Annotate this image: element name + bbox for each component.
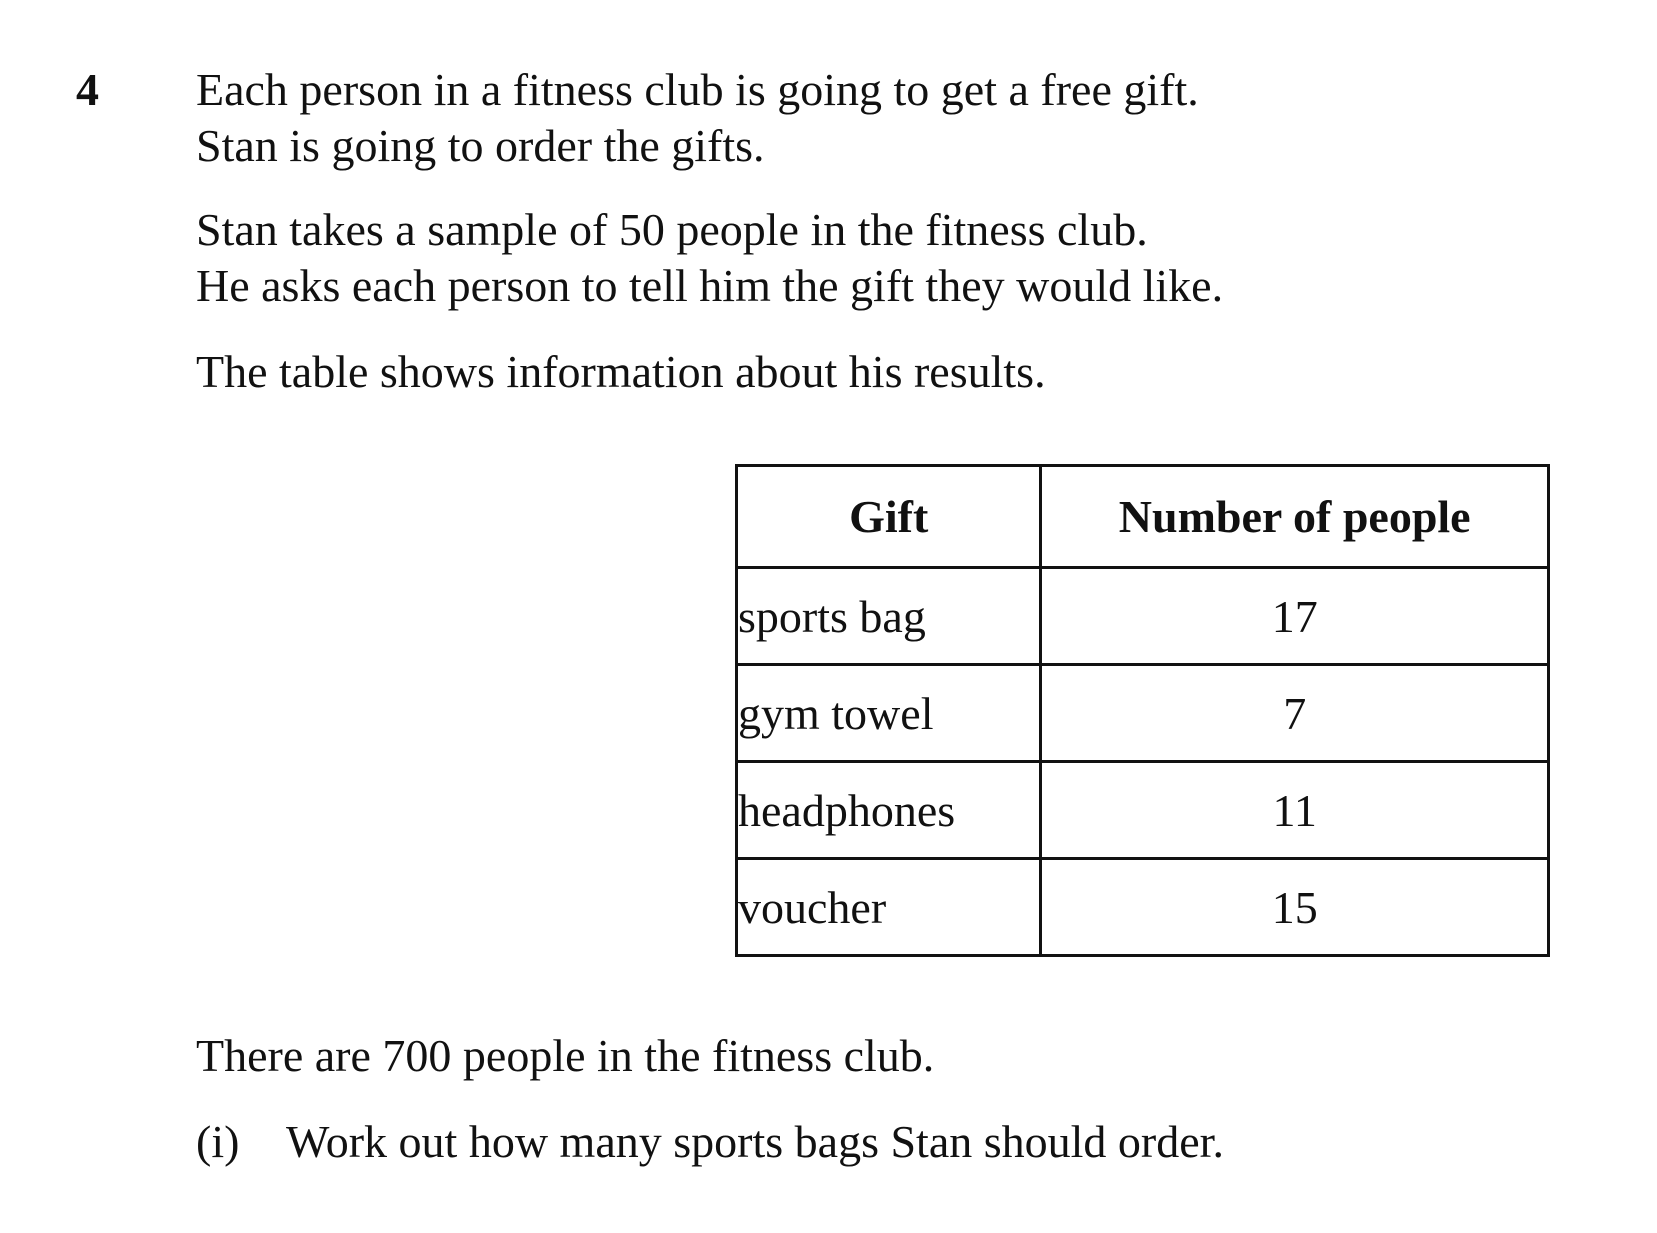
question-number: 4 <box>76 64 99 115</box>
count-cell: 17 <box>1041 568 1549 665</box>
gift-cell: gym towel <box>737 665 1041 762</box>
header-gift: Gift <box>737 466 1041 568</box>
sample-line-1: Stan takes a sample of 50 people in the fitness club. <box>196 204 1148 255</box>
gift-cell: headphones <box>737 762 1041 859</box>
header-number-of-people: Number of people <box>1041 466 1549 568</box>
table-row <box>737 859 1549 956</box>
part-i-text: Work out how many sports bags Stan should order. <box>286 1116 1224 1167</box>
intro-line-1: Each person in a fitness club is going to get a free gift. <box>196 64 1199 115</box>
total-statement: There are 700 people in the fitness club. <box>196 1030 935 1081</box>
gift-cell: voucher <box>737 859 1041 956</box>
gift-cell: sports bag <box>737 568 1041 665</box>
intro-line-2: Stan is going to order the gifts. <box>196 120 765 171</box>
table-row <box>737 568 1549 665</box>
part-i-label: (i) <box>196 1116 240 1167</box>
table-row <box>737 665 1549 762</box>
table-intro: The table shows information about his results. <box>196 346 1046 397</box>
count-cell: 11 <box>1041 762 1549 859</box>
table-row <box>737 762 1549 859</box>
gift-table <box>735 464 1550 957</box>
table-header-row <box>737 466 1549 568</box>
sample-line-2: He asks each person to tell him the gift they would like. <box>196 260 1224 311</box>
count-cell: 7 <box>1041 665 1549 762</box>
count-cell: 15 <box>1041 859 1549 956</box>
